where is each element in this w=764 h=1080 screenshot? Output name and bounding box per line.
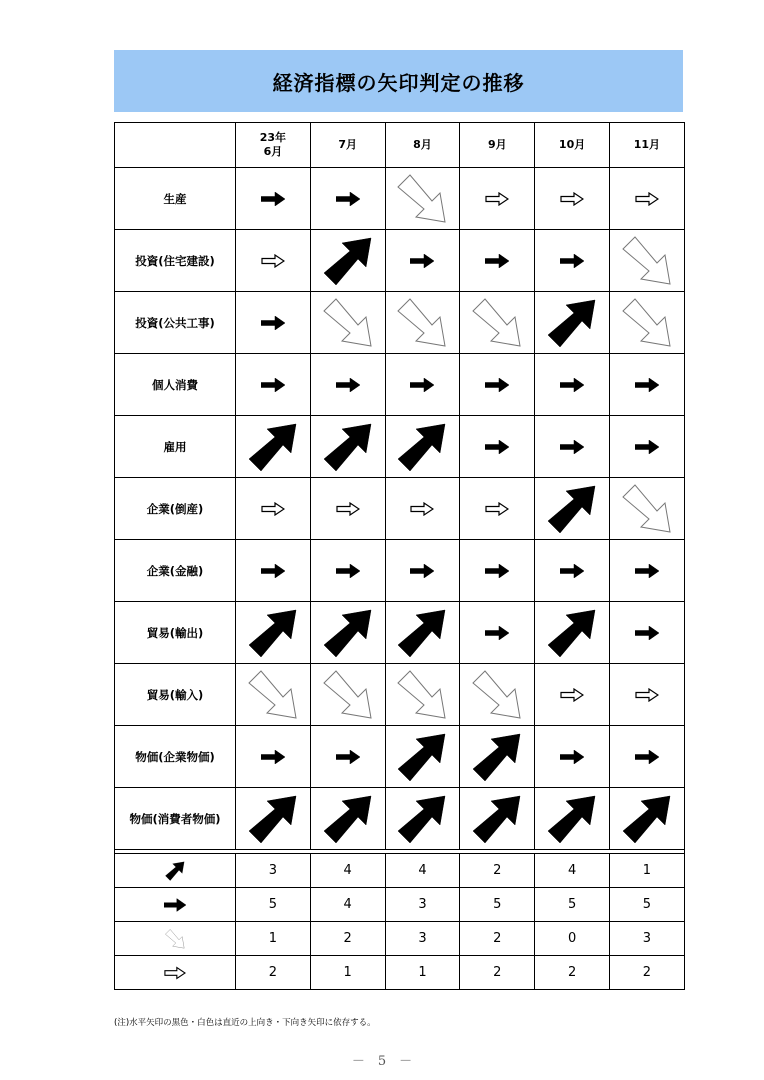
column-header: 8月 [385, 123, 460, 168]
arrow-cell [310, 168, 385, 230]
arrow-right-black-icon [336, 192, 360, 206]
arrow-right-black-icon [261, 750, 285, 764]
arrow-cell [385, 292, 460, 354]
indicator-label: 投資(公共工事) [115, 292, 236, 354]
count-value: 3 [609, 922, 684, 956]
arrow-cell [535, 354, 610, 416]
indicator-row [115, 540, 685, 602]
column-header: 11月 [609, 123, 684, 168]
arrow-up-right-black-icon [472, 732, 522, 782]
indicator-label: 物価(企業物価) [115, 726, 236, 788]
arrow-cell [385, 788, 460, 850]
arrow-up-right-black-icon [547, 298, 597, 348]
arrow-cell [535, 602, 610, 664]
arrow-right-white-icon [261, 502, 285, 516]
arrow-down-right-white-icon [165, 929, 185, 949]
arrow-up-right-black-icon [248, 422, 298, 472]
arrow-cell [236, 292, 311, 354]
arrow-down-right-white-icon [397, 298, 447, 348]
arrow-cell [460, 664, 535, 726]
arrow-right-black-icon [635, 440, 659, 454]
arrow-right-black-icon [261, 192, 285, 206]
arrow-right-black-icon [485, 254, 509, 268]
arrow-cell [609, 416, 684, 478]
arrow-cell [535, 726, 610, 788]
arrow-cell [535, 478, 610, 540]
arrow-right-black-icon [560, 750, 584, 764]
indicator-row [115, 354, 685, 416]
page-title: 経済指標の矢印判定の推移 [272, 70, 525, 95]
arrow-cell [460, 478, 535, 540]
indicator-row [115, 168, 685, 230]
arrow-up-right-black-icon [248, 608, 298, 658]
indicator-label: 物価(消費者物価) [115, 788, 236, 850]
count-icon-cell [115, 956, 236, 990]
page-number: － 5 － [351, 1054, 413, 1069]
indicator-row [115, 726, 685, 788]
arrow-cell [460, 602, 535, 664]
arrow-cell [236, 664, 311, 726]
arrow-right-black-icon [485, 564, 509, 578]
arrow-right-black-icon [261, 564, 285, 578]
arrow-cell [310, 602, 385, 664]
title-band [114, 50, 683, 112]
arrow-down-right-white-icon [622, 298, 672, 348]
arrow-right-black-icon [410, 254, 434, 268]
arrow-cell [609, 230, 684, 292]
indicator-row [115, 230, 685, 292]
indicator-label: 企業(倒産) [115, 478, 236, 540]
arrow-right-black-icon [336, 378, 360, 392]
count-icon-cell [115, 888, 236, 922]
indicator-label: 雇用 [115, 416, 236, 478]
arrow-up-right-black-icon [323, 608, 373, 658]
arrow-right-black-icon [635, 564, 659, 578]
arrow-down-right-white-icon [472, 298, 522, 348]
arrow-cell [460, 416, 535, 478]
count-value: 1 [310, 956, 385, 990]
arrow-right-black-icon [164, 898, 186, 912]
count-row [115, 888, 685, 922]
arrow-cell [385, 168, 460, 230]
arrow-cell [535, 230, 610, 292]
arrow-cell [535, 168, 610, 230]
count-value: 4 [310, 888, 385, 922]
count-value: 4 [535, 854, 610, 888]
indicator-label: 企業(金融) [115, 540, 236, 602]
arrow-right-black-icon [635, 750, 659, 764]
indicator-label: 個人消費 [115, 354, 236, 416]
arrow-up-right-black-icon [397, 794, 447, 844]
arrow-cell [609, 168, 684, 230]
arrow-up-right-black-icon [397, 608, 447, 658]
arrow-right-black-icon [635, 626, 659, 640]
arrow-cell [236, 416, 311, 478]
count-value: 2 [535, 956, 610, 990]
arrow-cell [460, 788, 535, 850]
arrow-cell [609, 354, 684, 416]
arrow-cell [609, 478, 684, 540]
arrow-up-right-black-icon [248, 794, 298, 844]
arrow-cell [310, 416, 385, 478]
count-value: 1 [236, 922, 311, 956]
arrow-right-black-icon [261, 378, 285, 392]
count-row [115, 922, 685, 956]
arrow-cell [385, 602, 460, 664]
count-value: 2 [310, 922, 385, 956]
arrow-cell [460, 230, 535, 292]
arrow-cell [310, 230, 385, 292]
arrow-up-right-black-icon [547, 608, 597, 658]
arrow-up-right-black-icon [323, 422, 373, 472]
arrow-cell [236, 230, 311, 292]
indicator-row [115, 602, 685, 664]
column-header: 9月 [460, 123, 535, 168]
arrow-down-right-white-icon [622, 484, 672, 534]
count-value: 5 [609, 888, 684, 922]
arrow-cell [385, 354, 460, 416]
arrow-down-right-white-icon [323, 670, 373, 720]
arrow-cell [609, 788, 684, 850]
arrow-cell [460, 168, 535, 230]
count-value: 5 [236, 888, 311, 922]
count-value: 2 [460, 956, 535, 990]
count-value: 2 [236, 956, 311, 990]
arrow-cell [310, 788, 385, 850]
arrow-right-white-icon [560, 688, 584, 702]
arrow-right-black-icon [635, 378, 659, 392]
count-value: 4 [310, 854, 385, 888]
footnote: (注)水平矢印の黒色・白色は直近の上向き・下向き矢印に依存する。 [114, 1018, 376, 1028]
arrow-up-right-black-icon [323, 794, 373, 844]
arrow-cell [609, 602, 684, 664]
arrow-right-black-icon [560, 378, 584, 392]
arrow-right-black-icon [560, 564, 584, 578]
arrow-cell [236, 602, 311, 664]
arrow-down-right-white-icon [622, 236, 672, 286]
count-value: 1 [385, 956, 460, 990]
arrow-cell [385, 230, 460, 292]
count-value: 2 [609, 956, 684, 990]
arrow-up-right-black-icon [472, 794, 522, 844]
arrow-cell [609, 664, 684, 726]
count-value: 3 [385, 888, 460, 922]
indicator-row [115, 664, 685, 726]
count-value: 5 [535, 888, 610, 922]
count-value: 2 [460, 854, 535, 888]
column-header: 23年 6月 [236, 123, 311, 168]
arrow-cell [236, 540, 311, 602]
indicator-row [115, 788, 685, 850]
arrow-cell [310, 540, 385, 602]
arrow-right-black-icon [410, 564, 434, 578]
indicator-row [115, 416, 685, 478]
indicator-label: 貿易(輸出) [115, 602, 236, 664]
count-value: 3 [236, 854, 311, 888]
arrow-down-right-white-icon [397, 174, 447, 224]
arrow-right-black-icon [336, 750, 360, 764]
indicator-table [114, 122, 685, 990]
arrow-down-right-white-icon [323, 298, 373, 348]
arrow-cell [460, 292, 535, 354]
column-header: 7月 [310, 123, 385, 168]
arrow-up-right-black-icon [547, 794, 597, 844]
count-value: 3 [385, 922, 460, 956]
arrow-right-black-icon [410, 378, 434, 392]
arrow-cell [310, 292, 385, 354]
arrow-right-white-icon [410, 502, 434, 516]
arrow-up-right-black-icon [547, 484, 597, 534]
arrow-right-black-icon [560, 254, 584, 268]
count-row [115, 854, 685, 888]
column-header: 10月 [535, 123, 610, 168]
arrow-cell [310, 726, 385, 788]
arrow-cell [460, 726, 535, 788]
arrow-cell [236, 726, 311, 788]
arrow-right-white-icon [635, 192, 659, 206]
count-value: 4 [385, 854, 460, 888]
header-corner [115, 123, 236, 168]
count-value: 5 [460, 888, 535, 922]
arrow-cell [236, 354, 311, 416]
arrow-up-right-black-icon [323, 236, 373, 286]
arrow-cell [609, 540, 684, 602]
arrow-cell [385, 416, 460, 478]
arrow-right-white-icon [560, 192, 584, 206]
arrow-down-right-white-icon [248, 670, 298, 720]
arrow-cell [535, 416, 610, 478]
arrow-right-black-icon [261, 316, 285, 330]
arrow-right-white-icon [164, 966, 186, 980]
arrow-right-white-icon [485, 502, 509, 516]
arrow-up-right-black-icon [397, 422, 447, 472]
arrow-cell [609, 292, 684, 354]
count-value: 0 [535, 922, 610, 956]
arrow-right-black-icon [485, 378, 509, 392]
arrow-cell [460, 354, 535, 416]
arrow-cell [535, 664, 610, 726]
arrow-cell [385, 540, 460, 602]
arrow-right-white-icon [261, 254, 285, 268]
arrow-right-black-icon [485, 440, 509, 454]
arrow-up-right-black-icon [622, 794, 672, 844]
arrow-cell [535, 292, 610, 354]
arrow-cell [460, 540, 535, 602]
indicator-row [115, 292, 685, 354]
indicator-label: 生産 [115, 168, 236, 230]
count-row [115, 956, 685, 990]
arrow-cell [236, 788, 311, 850]
arrow-cell [236, 168, 311, 230]
indicator-label: 投資(住宅建設) [115, 230, 236, 292]
arrow-cell [535, 788, 610, 850]
arrow-down-right-white-icon [472, 670, 522, 720]
arrow-cell [535, 540, 610, 602]
arrow-cell [385, 478, 460, 540]
arrow-up-right-black-icon [397, 732, 447, 782]
arrow-up-right-black-icon [165, 861, 185, 881]
count-value: 1 [609, 854, 684, 888]
arrow-cell [310, 354, 385, 416]
arrow-cell [385, 726, 460, 788]
count-value: 2 [460, 922, 535, 956]
arrow-right-black-icon [560, 440, 584, 454]
arrow-down-right-white-icon [397, 670, 447, 720]
arrow-cell [310, 478, 385, 540]
arrow-right-white-icon [635, 688, 659, 702]
arrow-right-white-icon [485, 192, 509, 206]
count-icon-cell [115, 922, 236, 956]
count-icon-cell [115, 854, 236, 888]
indicator-label: 貿易(輸入) [115, 664, 236, 726]
header-row [115, 123, 685, 168]
arrow-cell [609, 726, 684, 788]
arrow-right-black-icon [485, 626, 509, 640]
arrow-cell [310, 664, 385, 726]
arrow-right-white-icon [336, 502, 360, 516]
arrow-cell [385, 664, 460, 726]
arrow-cell [236, 478, 311, 540]
arrow-right-black-icon [336, 564, 360, 578]
indicator-row [115, 478, 685, 540]
